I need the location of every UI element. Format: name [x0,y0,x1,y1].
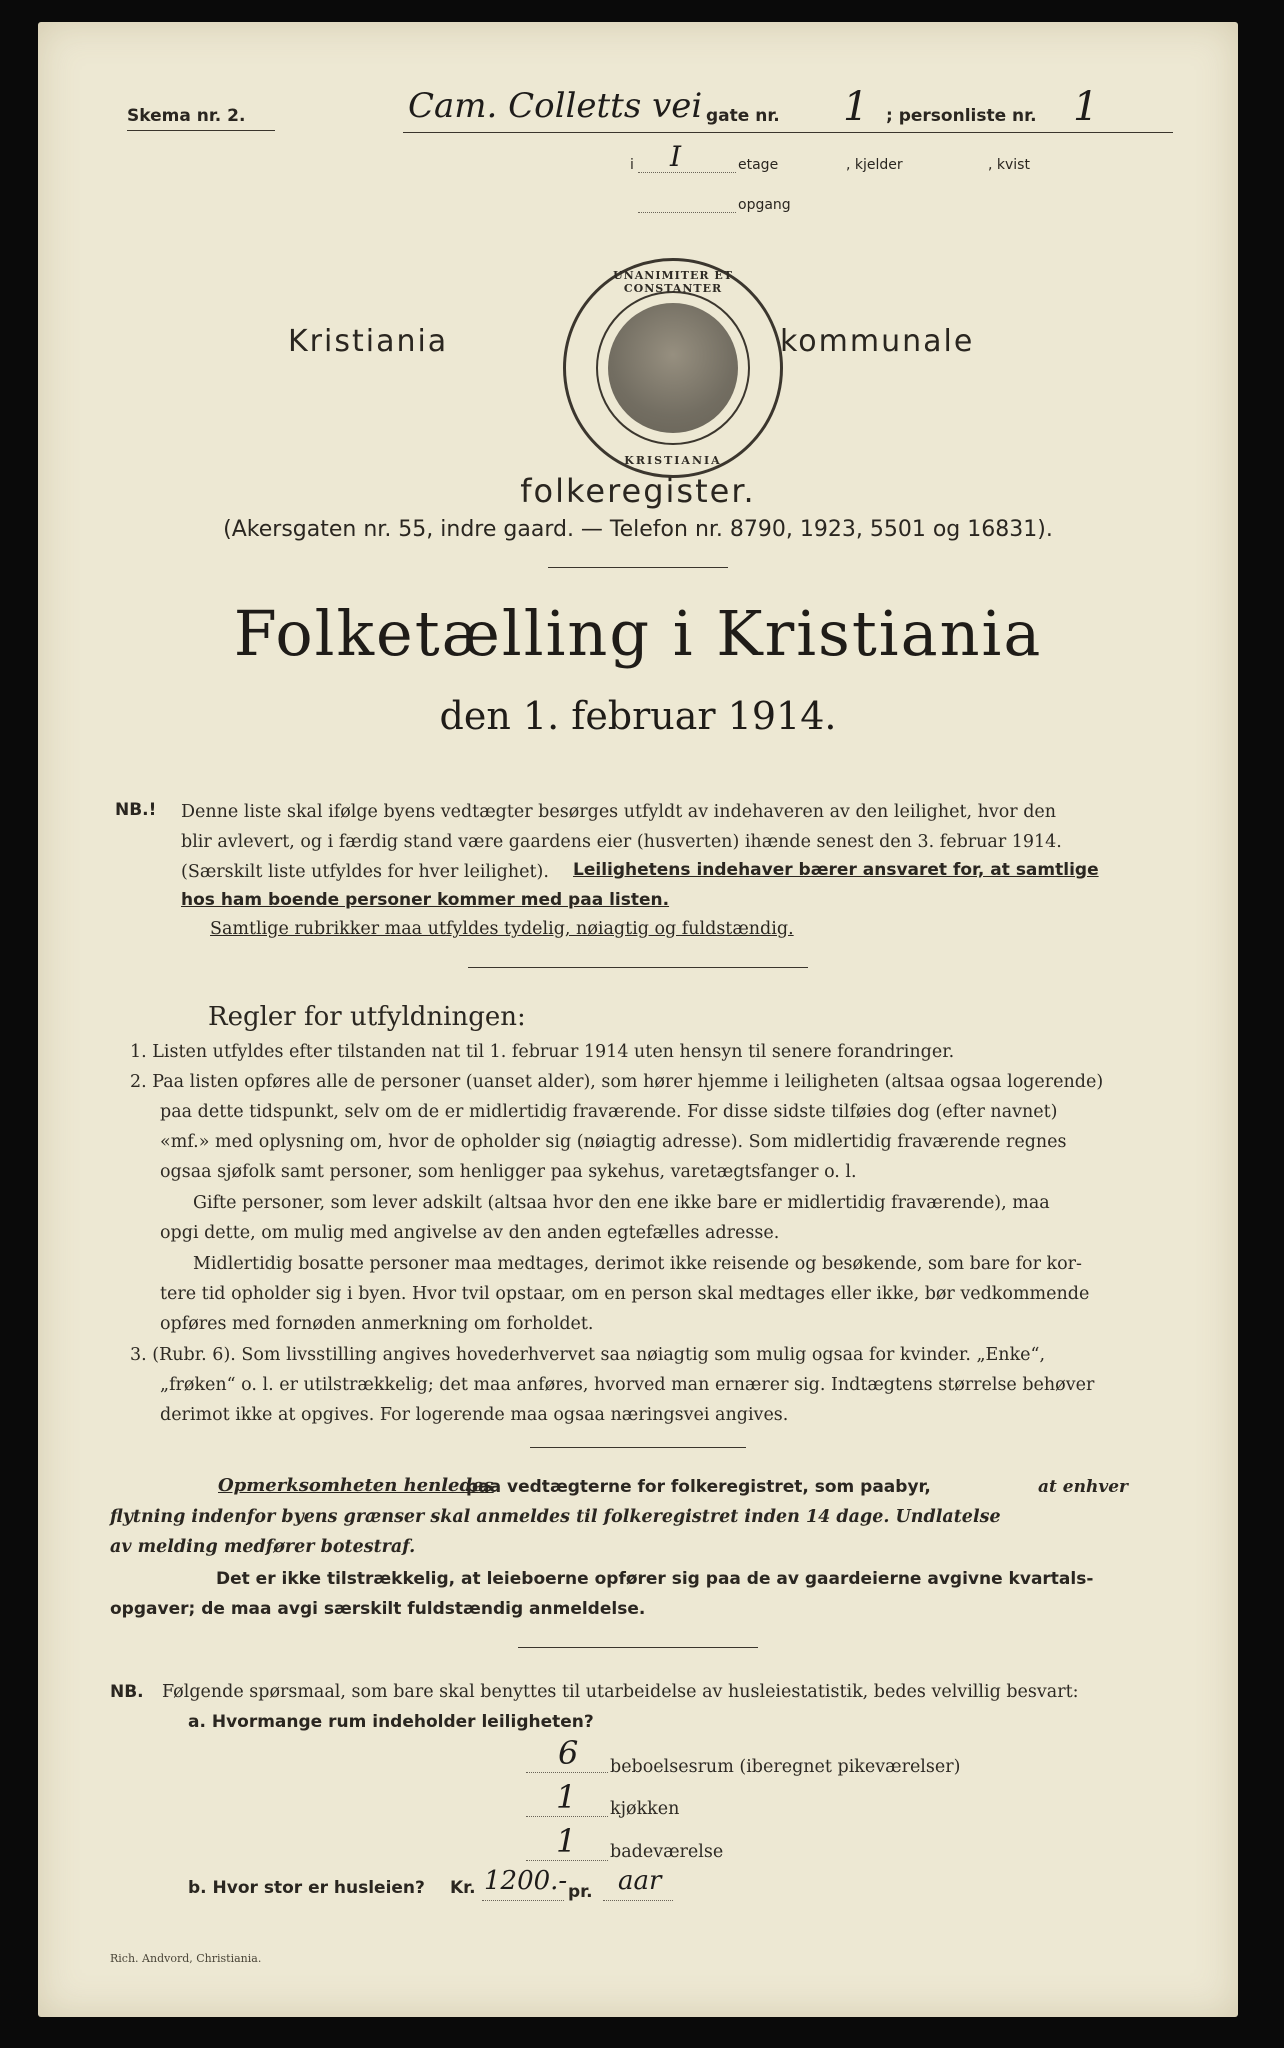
divider-1 [548,567,728,568]
kristiania-word: Kristiania [288,324,449,359]
period-dots [603,1900,673,1901]
housing-nb: NB. [110,1682,144,1702]
bath-dots [526,1860,608,1861]
rule-2-line-5: Gifte personer, som lever adskilt (altsaa hvor den ene ikke bare er midlertidig fraværende), maa [193,1193,1050,1213]
notice-lead: Opmerksomheten henledes [218,1475,494,1496]
bath-value: 1 [556,1822,577,1860]
rule-2-line-6: opgi dette, om mulig med angivelse av den anden egtefælles adresse. [160,1223,780,1243]
rule-2-line-9: opføres med fornøden anmerkning om forholdet. [160,1314,594,1334]
rooms-value: 6 [558,1734,579,1772]
rule-3-line-1: 3. (Rubr. 6). Som livsstilling angives hovederhvervet saa nøiagtig som mulig ogsaa for kvinder. „Enke“, [130,1345,1046,1365]
personliste-label: ; personliste nr. [886,106,1037,126]
divider-4 [518,1647,758,1648]
gate-label: gate nr. [706,106,780,126]
rule-2-line-8: tere tid opholder sig i byen. Hvor tvil opstaar, om en person skal medtages eller ikke, bør vedkommende [160,1284,1090,1304]
period-value: aar [618,1866,662,1896]
folkeregister-word: folkeregister. [520,472,756,510]
nb-line-3b: Leilighetens indehaver bærer ansvaret for, at samtlige [573,860,1099,880]
street-number: 1 [843,84,869,130]
question-b: b. Hvor stor er husleien? [188,1878,425,1898]
notice-line-5: opgaver; de maa avgi særskilt fuldstændig anmeldelse. [110,1599,646,1619]
notice-line-1-end: at enhver [1038,1477,1128,1497]
nb-line-2: blir avlevert, og i færdig stand være gaardens eier (husverten) ihænde senest den 3. februar 1914. [181,832,1062,852]
kvist-label: , kvist [988,157,1030,173]
rule-2-line-7: Midlertidig bosatte personer maa medtages, derimot ikke reisende og besøkende, som bare for kor- [193,1254,1082,1274]
kitchen-dots [526,1816,608,1817]
street-handwritten: Cam. Colletts vei [408,86,703,126]
kr-label: Kr. [450,1878,476,1898]
rule-2-line-4: ogsaa sjøfolk samt personer, som henligger paa sykehus, varetægtsfanger o. l. [160,1162,857,1182]
rule-2-line-1: 2. Paa listen opføres alle de personer (uanset alder), som hører hjemme i leiligheten (altsaa ogsaa logerende) [130,1072,1104,1092]
rent-dots [482,1900,564,1901]
etage-handwritten: I [670,140,682,173]
seal-figure [608,303,738,433]
main-title: Folketælling i Kristiania [233,597,1043,670]
seal-bottom-text: KRISTIANIA [624,454,722,467]
rule-1: 1. Listen utfyldes efter tilstanden nat til 1. februar 1914 uten hensyn til senere forandringer. [130,1042,955,1062]
i-label: i [630,157,634,173]
rooms-dots [526,1772,608,1773]
rule-2-line-2: paa dette tidspunkt, selv om de er midlertidig fraværende. For disse sidste tilføies dog (efter navnet) [160,1102,1058,1122]
header-underline [403,132,1173,133]
notice-line-1: paa vedtægterne for folkeregistret, som paabyr, [466,1477,931,1497]
kitchen-value: 1 [556,1778,577,1816]
seal-top-text: UNANIMITER ET CONSTANTER [613,269,733,295]
rule-3-line-3: derimot ikke at opgives. For logerende maa ogsaa næringsvei angives. [160,1405,789,1425]
schema-underline [127,130,275,131]
schema-number: Skema nr. 2. [127,106,246,126]
etage-label: etage [738,157,779,173]
rule-3-line-2: „frøken“ o. l. er utilstrækkelig; det maa anføres, hvorved man ernærer sig. Indtægtens størrelse behøver [160,1375,1095,1395]
title-date: den 1. februar 1914. [439,694,837,738]
question-a: a. Hvormange rum indeholder leiligheten? [188,1712,594,1732]
notice-line-4: Det er ikke tilstrækkelig, at leieboerne opfører sig paa de av gaardeierne avgivne kvartals- [216,1569,1094,1589]
housing-intro: Følgende spørsmaal, som bare skal benyttes til utarbeidelse av husleiestatistik, bedes velvillig besvart: [162,1682,1079,1702]
city-seal [563,258,783,478]
divider-3 [530,1447,746,1448]
personliste-number: 1 [1073,84,1099,130]
divider-2 [468,967,808,968]
census-form [38,22,1238,2017]
rent-value: 1200.- [484,1866,568,1896]
bath-label: badeværelse [610,1842,724,1862]
kommunale-word: kommunale [780,324,975,359]
nb-line-3a: (Særskilt liste utfyldes for hver leilighet). [181,862,549,882]
nb-line-4: hos ham boende personer kommer med paa listen. [181,890,670,910]
nb-line-1: Denne liste skal ifølge byens vedtægter besørges utfyldt av indehaveren av den leilighet, hvor den [181,802,1057,822]
notice-line-3: av melding medfører botestraf. [110,1537,416,1557]
rules-heading: Regler for utfyldningen: [208,1002,526,1032]
notice-line-2: flytning indenfor byens grænser skal anmeldes til folkeregistret inden 14 dage. Undlatelse [110,1507,1001,1527]
nb-line-5: Samtlige rubrikker maa utfyldes tydelig, nøiagtig og fuldstændig. [210,919,794,939]
office-address: (Akersgaten nr. 55, indre gaard. — Telefon nr. 8790, 1923, 5501 og 16831). [223,517,1053,542]
rule-2-line-3: «mf.» med oplysning om, hvor de opholder sig (nøiagtig adresse). Som midlertidig fraværende regnes [160,1132,1067,1152]
kitchen-label: kjøkken [610,1799,680,1819]
rooms-label: beboelsesrum (iberegnet pikeværelser) [610,1757,961,1777]
printer-imprint: Rich. Andvord, Christiania. [110,1952,262,1965]
nb-label: NB.! [115,800,157,820]
opgang-label: opgang [738,197,791,213]
pr-label: pr. [568,1882,593,1902]
etage-dots [638,172,736,173]
opgang-dots [638,212,736,213]
kjelder-label: , kjelder [846,157,903,173]
